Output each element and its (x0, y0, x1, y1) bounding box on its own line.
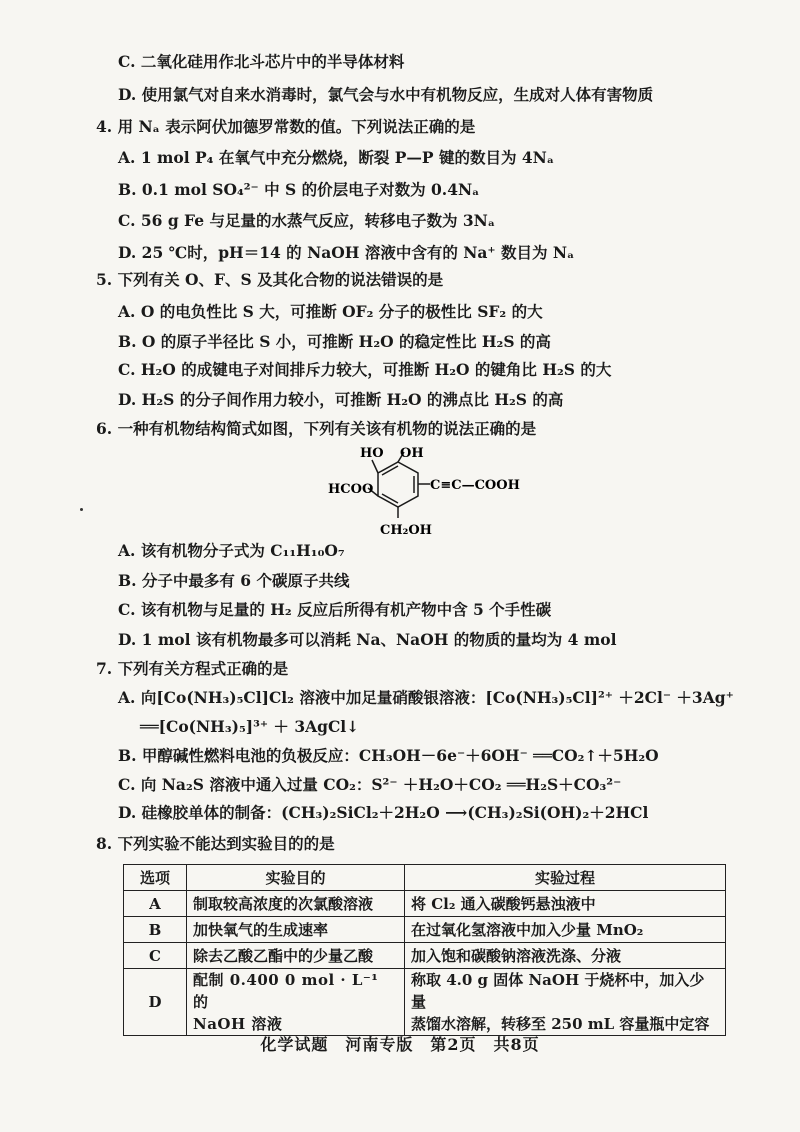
q4-option-d: D. 25 ℃时，pH＝14 的 NaOH 溶液中含有的 Na⁺ 数目为 Nₐ (118, 243, 575, 262)
row-process-line2: 蒸馏水溶解，转移至 250 mL 容量瓶中定容 (411, 1015, 710, 1033)
table-header-row (124, 865, 726, 891)
row-process: 加入饱和碳酸钠溶液洗涤、分液 (405, 943, 726, 969)
row-goal (187, 969, 405, 1036)
row-process: 将 Cl₂ 通入碳酸钙悬浊液中 (405, 891, 726, 917)
row-goal: 加快氧气的生成速率 (187, 917, 405, 943)
q6-option-b: B. 分子中最多有 6 个碳原子共线 (118, 571, 350, 590)
row-label: D (124, 969, 187, 1036)
q5-option-c: C. H₂O 的成键电子对间排斥力较大，可推断 H₂O 的键角比 H₂S 的大 (118, 360, 612, 379)
benzene-ring-diagram (320, 440, 540, 540)
q6-stem: 6. 一种有机物结构简式如图，下列有关该有机物的说法正确的是 (96, 419, 537, 438)
header-option: 选项 (124, 865, 187, 891)
row-label: B (124, 917, 187, 943)
table-row (124, 969, 726, 1036)
q5-option-b: B. O 的原子半径比 S 小，可推断 H₂O 的稳定性比 H₂S 的高 (118, 332, 551, 351)
q5-option-d: D. H₂S 的分子间作用力较小，可推断 H₂O 的沸点比 H₂S 的高 (118, 390, 564, 409)
q4-option-b: B. 0.1 mol SO₄²⁻ 中 S 的价层电子对数为 0.4Nₐ (118, 180, 480, 199)
row-process (405, 969, 726, 1036)
q7-stem: 7. 下列有关方程式正确的是 (96, 659, 289, 678)
mol-ch2oh: CH₂OH (380, 523, 432, 538)
q5-option-a: A. O 的电负性比 S 大，可推断 OF₂ 分子的极性比 SF₂ 的大 (118, 302, 543, 321)
row-label: C (124, 943, 187, 969)
q4-option-c: C. 56 g Fe 与足量的水蒸气反应，转移电子数为 3Nₐ (118, 211, 496, 230)
q3-option-d: D. 使用氯气对自来水消毒时，氯气会与水中有机物反应，生成对人体有害物质 (118, 85, 654, 104)
q4-option-a: A. 1 mol P₄ 在氧气中充分燃烧，断裂 P—P 键的数目为 4Nₐ (118, 148, 555, 167)
q4-stem: 4. 用 Nₐ 表示阿伏加德罗常数的值。下列说法正确的是 (96, 117, 476, 136)
q7-option-c: C. 向 Na₂S 溶液中通入过量 CO₂：S²⁻ ＋H₂O＋CO₂ ══H₂S＋CO₃²⁻ (118, 775, 622, 794)
q5-stem: 5. 下列有关 O、F、S 及其化合物的说法错误的是 (96, 270, 444, 289)
row-goal-line2: NaOH 溶液 (193, 1015, 283, 1033)
row-goal: 除去乙酸乙酯中的少量乙酸 (187, 943, 405, 969)
experiment-table (123, 864, 726, 1036)
q6-option-a: A. 该有机物分子式为 C₁₁H₁₀O₇ (118, 541, 345, 560)
row-process-line1: 称取 4.0 g 固体 NaOH 于烧杯中，加入少量 (411, 971, 705, 1011)
row-process: 在过氧化氢溶液中加入少量 MnO₂ (405, 917, 726, 943)
mol-hcoo: HCOO (328, 482, 374, 497)
q8-stem: 8. 下列实验不能达到实验目的的是 (96, 834, 335, 853)
q7-option-a-line1: A. 向[Co(NH₃)₅Cl]Cl₂ 溶液中加足量硝酸银溶液：[Co(NH₃)₅Cl]²⁺ ＋2Cl⁻ ＋3Ag⁺ (118, 688, 734, 707)
molecule-structure (320, 440, 540, 540)
row-goal: 制取较高浓度的次氯酸溶液 (187, 891, 405, 917)
mol-ho: HO (360, 446, 384, 461)
row-label: A (124, 891, 187, 917)
row-goal-line1: 配制 0.400 0 mol · L⁻¹ 的 (193, 971, 379, 1011)
q7-option-a-line2: ══[Co(NH₃)₅]³⁺ ＋ 3AgCl↓ (140, 717, 360, 736)
header-process: 实验过程 (405, 865, 726, 891)
q6-option-d: D. 1 mol 该有机物最多可以消耗 Na、NaOH 的物质的量均为 4 mol (118, 630, 617, 649)
table-row (124, 917, 726, 943)
q3-option-c: C. 二氧化硅用作北斗芯片中的半导体材料 (118, 52, 405, 71)
header-goal: 实验目的 (187, 865, 405, 891)
mol-oh: OH (400, 446, 424, 461)
q6-option-c: C. 该有机物与足量的 H₂ 反应后所得有机产物中含 5 个手性碳 (118, 600, 552, 619)
mol-chain: C≡C—COOH (430, 478, 520, 493)
table-row (124, 891, 726, 917)
table-row (124, 943, 726, 969)
stray-dot (80, 508, 83, 511)
page-footer: 化学试题 河南专版 第2页 共8页 (260, 1035, 540, 1054)
q7-option-d: D. 硅橡胶单体的制备：(CH₃)₂SiCl₂＋2H₂O ⟶(CH₃)₂Si(OH)₂＋2HCl (118, 803, 649, 822)
q7-option-b: B. 甲醇碱性燃料电池的负极反应：CH₃OH－6e⁻＋6OH⁻ ══CO₂↑＋5H₂O (118, 746, 659, 765)
